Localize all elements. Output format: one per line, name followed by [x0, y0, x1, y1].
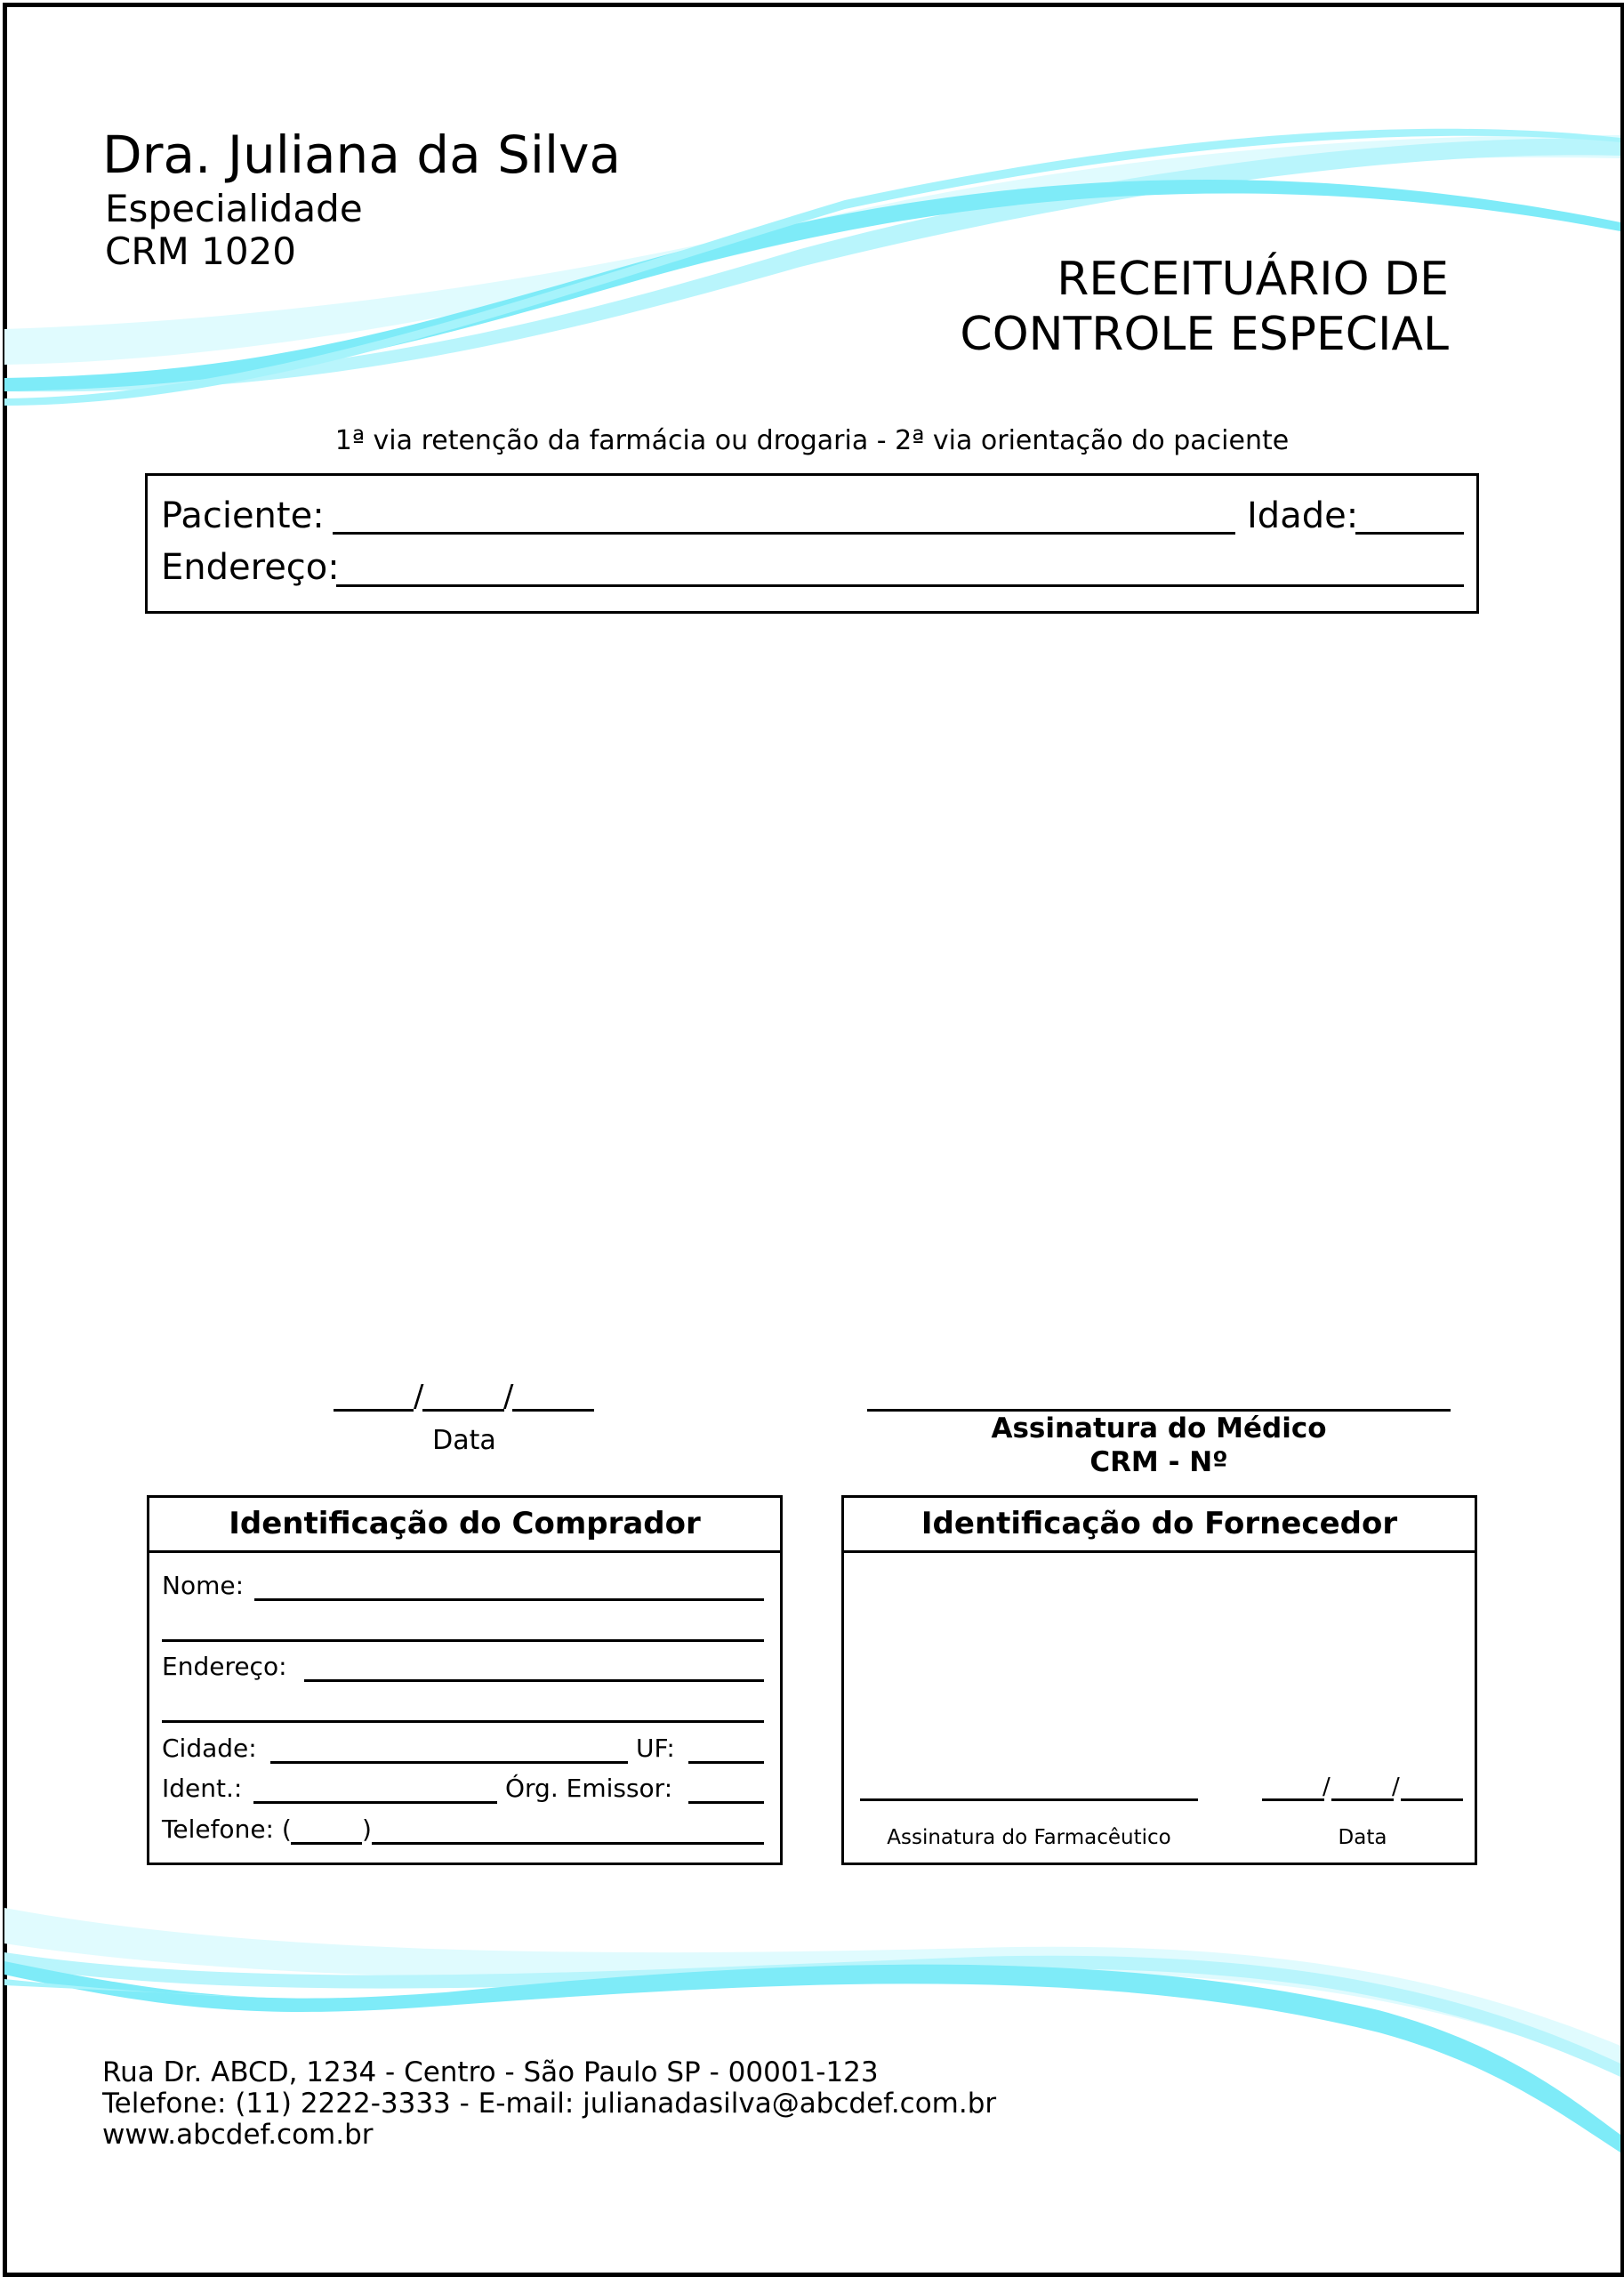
- buyer-box: [147, 1495, 783, 1865]
- pharmacist-signature-label: Assinatura do Farmacêutico: [887, 1826, 1171, 1849]
- buyer-id-label: Ident.:: [162, 1774, 243, 1803]
- buyer-city-label: Cidade:: [162, 1734, 257, 1763]
- document-title-line2: CONTROLE ESPECIAL: [960, 308, 1449, 361]
- footer-address: Rua Dr. ABCD, 1234 - Centro - São Paulo SP - 00001-123: [102, 2056, 879, 2088]
- doctor-crm-label: CRM - Nº: [1089, 1446, 1228, 1478]
- buyer-id-field[interactable]: [253, 1776, 497, 1804]
- buyer-address-label: Endereço:: [162, 1652, 287, 1681]
- footer-website[interactable]: www.abcdef.com.br: [102, 2119, 374, 2151]
- doctor-name: Dra. Juliana da Silva: [102, 125, 622, 185]
- age-field[interactable]: [1355, 503, 1464, 535]
- supplier-box: [841, 1495, 1477, 1865]
- buyer-issuer-field[interactable]: [688, 1776, 764, 1804]
- supplier-date-label: Data: [1338, 1826, 1387, 1849]
- buyer-name-label: Nome:: [162, 1571, 245, 1600]
- date-label: Data: [432, 1425, 496, 1456]
- buyer-name-field-2[interactable]: [162, 1614, 764, 1642]
- address-field[interactable]: [336, 556, 1464, 587]
- footer: [102, 2057, 996, 2151]
- buyer-phone-area-field[interactable]: [291, 1817, 362, 1845]
- document-title: [960, 252, 1449, 362]
- patient-name-field[interactable]: [333, 503, 1235, 535]
- supplier-date-slash-1: /: [1323, 1774, 1331, 1800]
- buyer-address-field[interactable]: [304, 1654, 764, 1682]
- buyer-city-field[interactable]: [270, 1736, 628, 1764]
- footer-contact: Telefone: (11) 2222-3333 - E-mail: julianadasilva@abcdef.com.br: [102, 2088, 997, 2120]
- document-title-line1: RECEITUÁRIO DE: [1057, 253, 1449, 306]
- supplier-date-month-field[interactable]: [1331, 1781, 1394, 1801]
- supplier-date-slash-2: /: [1392, 1774, 1400, 1800]
- date-year-field[interactable]: [512, 1388, 594, 1412]
- buyer-state-field[interactable]: [688, 1736, 764, 1764]
- buyer-address-field-2[interactable]: [162, 1695, 764, 1723]
- pharmacist-signature-field[interactable]: [860, 1790, 1198, 1801]
- buyer-phone-label: Telefone: (: [162, 1814, 292, 1844]
- date-slash-2: /: [503, 1379, 514, 1414]
- buyer-name-field[interactable]: [254, 1573, 764, 1601]
- buyer-phone-paren: ): [362, 1814, 372, 1844]
- buyer-state-label: UF:: [636, 1734, 675, 1763]
- supplier-title: Identificação do Fornecedor: [844, 1498, 1475, 1553]
- date-slash-1: /: [414, 1379, 424, 1414]
- address-label: Endereço:: [161, 547, 340, 588]
- date-day-field[interactable]: [334, 1388, 414, 1412]
- doctor-signature-label: Assinatura do Médico: [991, 1412, 1327, 1444]
- supplier-date-year-field[interactable]: [1401, 1781, 1463, 1801]
- buyer-issuer-label: Órg. Emissor:: [505, 1774, 673, 1803]
- age-label: Idade:: [1247, 495, 1359, 536]
- date-month-field[interactable]: [422, 1388, 504, 1412]
- via-note: 1ª via retenção da farmácia ou drogaria - 2ª via orientação do paciente: [334, 425, 1290, 456]
- supplier-date-day-field[interactable]: [1262, 1781, 1324, 1801]
- doctor-specialty: Especialidade: [105, 187, 363, 230]
- buyer-title: Identificação do Comprador: [149, 1498, 780, 1553]
- doctor-signature-field[interactable]: [867, 1388, 1451, 1412]
- buyer-phone-field[interactable]: [372, 1817, 764, 1845]
- patient-box: [145, 473, 1479, 614]
- patient-label: Paciente:: [161, 495, 325, 536]
- doctor-crm: CRM 1020: [105, 229, 296, 273]
